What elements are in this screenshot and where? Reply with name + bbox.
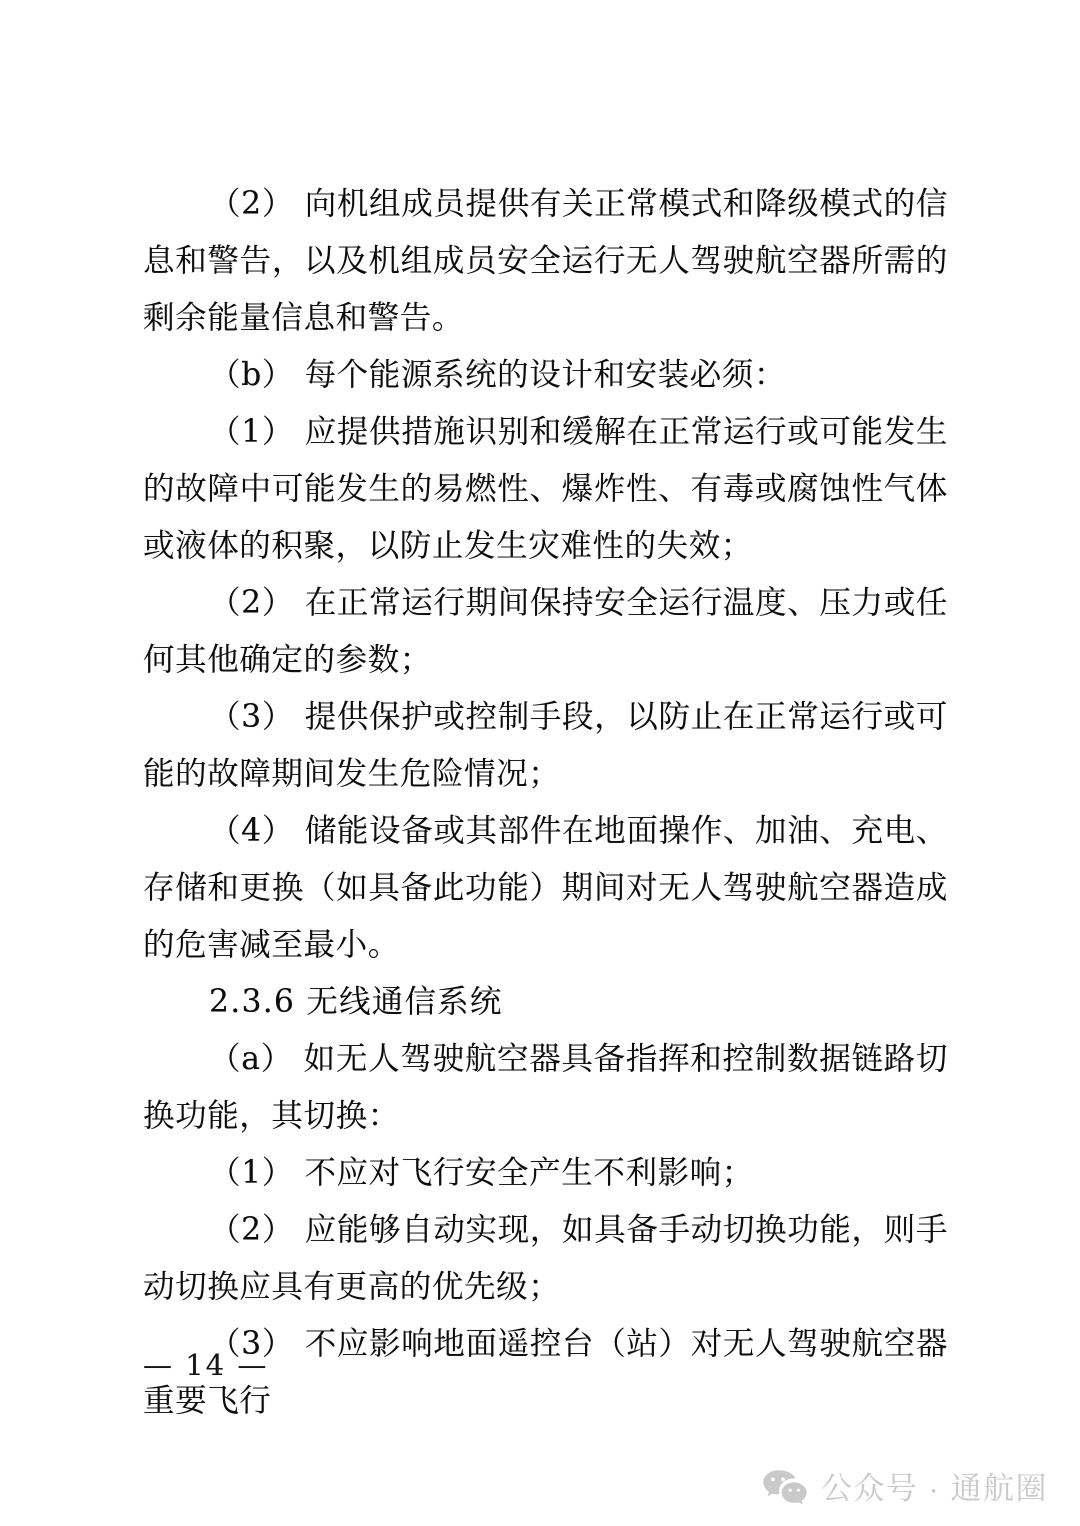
paragraph-236-a-3: （3） 不应影响地面遥控台（站）对无人驾驶航空器重要飞行 xyxy=(143,1326,948,1419)
paragraph-b-4: （4） 储能设备或其部件在地面操作、加油、充电、存储和更换（如具备此功能）期间对无人驾驶航空器造成的危害减至最小。 xyxy=(143,813,948,963)
paragraph-a-2: （2） 向机组成员提供有关正常模式和降级模式的信息和警告，以及机组成员安全运行无人驾驶航空器所需的剩余能量信息和警告。 xyxy=(143,186,948,336)
paragraph-b-3: （3） 提供保护或控制手段，以防止在正常运行或可能的故障期间发生危险情况； xyxy=(143,699,948,792)
paragraph-b: （b） 每个能源系统的设计和安装必须： xyxy=(209,357,787,393)
paragraph-236-a-2: （2） 应能够自动实现，如具备手动切换功能，则手动切换应具有更高的优先级； xyxy=(143,1212,948,1305)
paragraph-236-a: （a） 如无人驾驶航空器具备指挥和控制数据链路切换功能，其切换： xyxy=(143,1041,948,1134)
page-number: — 14 — xyxy=(143,1348,269,1382)
watermark-label: 公众号 · 通航圈 xyxy=(820,1470,1048,1506)
paragraph-b-1: （1） 应提供措施识别和缓解在正常运行或可能发生的故障中可能发生的易燃性、爆炸性、有毒或腐蚀性气体或液体的积聚，以防止发生灾难性的失效； xyxy=(143,414,948,564)
wechat-watermark xyxy=(762,1468,1048,1508)
section-heading-2-3-6: 2.3.6 无线通信系统 xyxy=(209,984,503,1020)
paragraph-236-a-1: （1） 不应对飞行安全产生不利影响； xyxy=(209,1155,754,1191)
paragraph-b-2: （2） 在正常运行期间保持安全运行温度、压力或任何其他确定的参数； xyxy=(143,585,948,678)
wechat-icon xyxy=(762,1468,808,1508)
document-body-text xyxy=(143,176,948,1430)
